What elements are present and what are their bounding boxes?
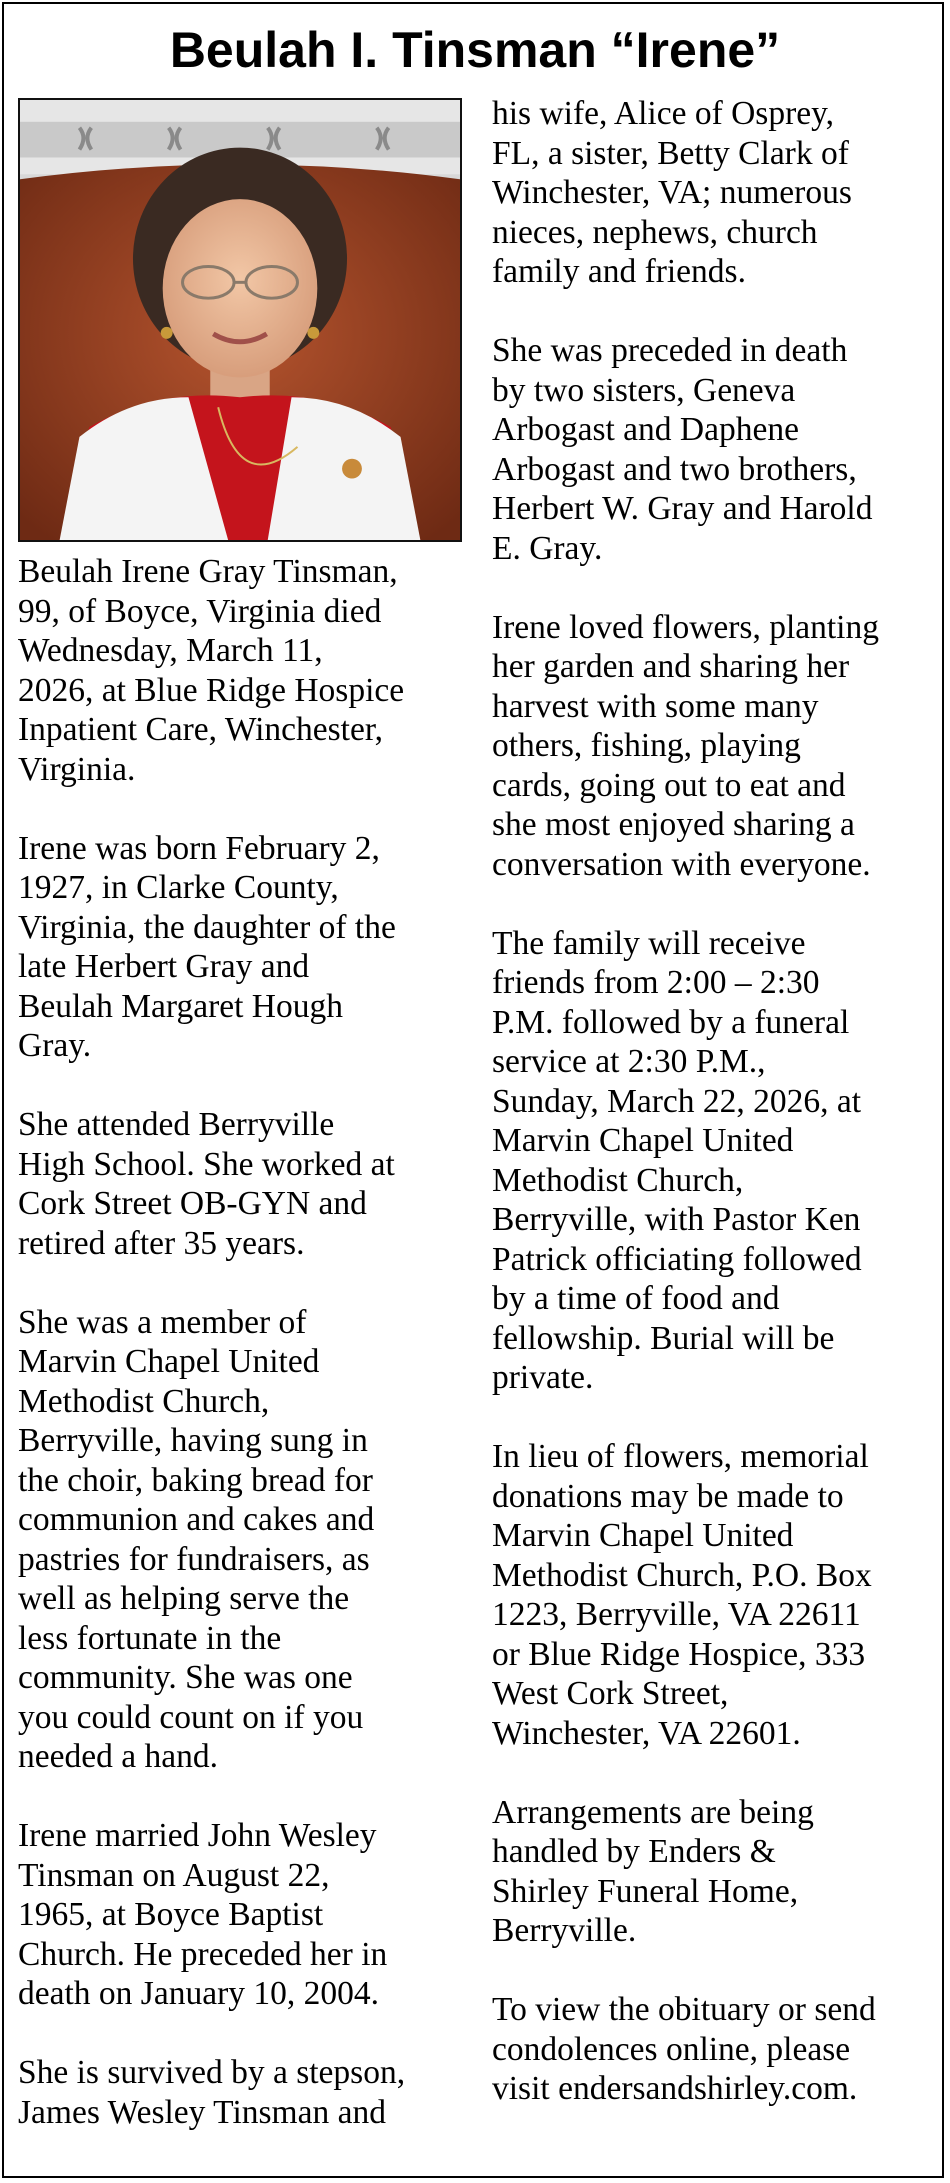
obituary-frame [2,2,944,2178]
obituary-paragraph: Irene was born February 2, 1927, in Clarke County, Virginia, the daughter of the late Herbert Gray and Beulah Margaret Hough Gray. [18,829,396,1064]
obituary-paragraph: his wife, Alice of Osprey, FL, a sister, Betty Clark of Winchester, VA; numerous nieces, nephews, church family and friends. [492,95,852,290]
right-column [492,94,950,2109]
obituary-paragraph: She is survived by a stepson, James Wesley Tinsman and [18,2054,406,2131]
obituary-paragraph: In lieu of flowers, memorial donations may be made to Marvin Chapel United Methodist Church, P.O. Box 1223, Berryville, VA 22611 or Blue Ridge Hospice, 333 West Cork Street, Winchester, VA 22601. [492,1438,872,1752]
obituary-title: Beulah I. Tinsman “Irene” [169,22,781,78]
obituary-paragraph: Beulah Irene Gray Tinsman, 99, of Boyce, Virginia died Wednesday, March 11, 2026, at Blue Ridge Hospice Inpatient Care, Winchester, Virginia. [18,553,405,788]
obituary-paragraph: She attended Berryville High School. She worked at Cork Street OB-GYN and retired after 35 years. [18,1106,395,1262]
obituary-paragraph: She was a member of Marvin Chapel United Methodist Church, Berryville, having sung in the choir, baking bread for communion and cakes and pastries for fundraisers, as well as helping serve the less fortunate in the community. She was one you could count on if you needed a hand. [18,1303,375,1775]
obituary-paragraph: Arrangements are being handled by Enders & Shirley Funeral Home, Berryville. [492,1793,814,1949]
obituary-paragraph: Irene loved flowers, planting her garden and sharing her harvest with some many others, fishing, playing cards, going out to eat and she most enjoyed sharing a conversation with everyone. [492,608,879,883]
obituary-paragraph: The family will receive friends from 2:00 – 2:30 P.M. followed by a funeral service at 2:30 P.M., Sunday, March 22, 2026, at Marvin Chapel United Methodist Church, Berryville, with Pastor Ken Patrick officiating followed by a time of food and fellowship. Burial will be private. [492,924,862,1396]
portrait-photo [18,98,462,542]
obituary-paragraph: To view the obituary or send condolences online, please visit endersandshirley.com. [492,1991,876,2107]
left-column [18,552,488,2132]
obituary-paragraph: Irene married John Wesley Tinsman on August 22, 1965, at Boyce Baptist Church. He preceded her in death on January 10, 2004. [18,1817,388,2012]
obituary-paragraph: She was preceded in death by two sisters, Geneva Arbogast and Daphene Arbogast and two brothers, Herbert W. Gray and Harold E. Gray. [492,332,873,567]
